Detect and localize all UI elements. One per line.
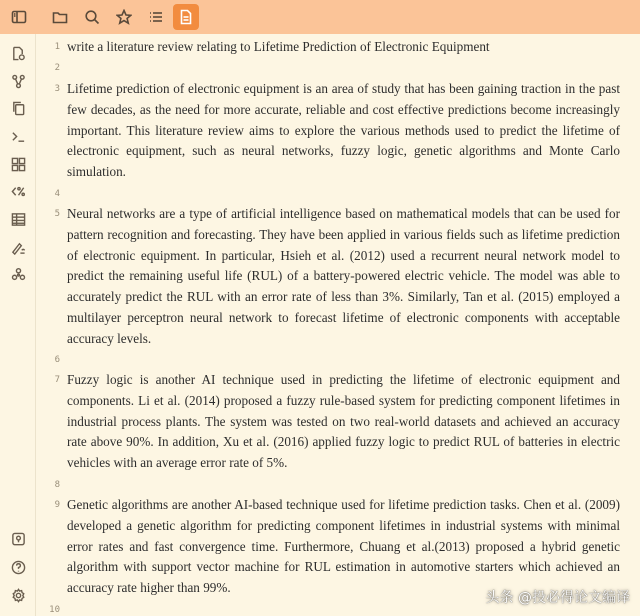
line-number: 1 [54, 42, 60, 52]
terminal-icon [11, 129, 26, 144]
top-toolbar [0, 0, 640, 34]
line-text: Genetic algorithms are another AI-based technique used for lifetime prediction tasks. Chen et al. (2009) developed a genetic algorithm for predicting component lifetimes in industrial systems with minimal error rates and fast convergence time. Furthermore, Chuang et al.(2013) proposed a hybrid genetic algorithm with support vector machine for RUL estimation in automotive starters which achieved an accuracy rate higher than 99%. [67, 497, 620, 596]
folder-icon [52, 9, 68, 25]
sidebar-toggle-icon [11, 9, 27, 25]
grid-icon [11, 157, 26, 172]
file-icon [178, 9, 194, 25]
canvas-button[interactable] [8, 154, 28, 174]
help-icon [11, 560, 26, 575]
templates-button[interactable] [8, 181, 28, 201]
settings-button[interactable] [8, 585, 28, 605]
graph-view-button[interactable] [8, 71, 28, 91]
left-ribbon [0, 34, 36, 616]
line-number: 5 [54, 209, 60, 219]
sync-button[interactable] [8, 43, 28, 63]
copy-button[interactable] [8, 98, 28, 118]
code-percent-icon [11, 184, 26, 199]
help-button[interactable] [8, 557, 28, 577]
sidebar-toggle-button[interactable] [6, 4, 32, 30]
line-number: 10 [49, 605, 60, 615]
file-sync-icon [11, 46, 26, 61]
handwriting-icon [11, 240, 26, 255]
star-icon [116, 9, 132, 25]
line-text: Fuzzy logic is another AI technique used in predicting the lifetime of electronic equipment and components. Li et al. (2014) proposed a fuzzy rule-based system for predicting component lifetimes in industrial process plants. The system was tested on two real-world datasets and achieved an accuracy rate above 90%. In addition, Xu et al. (2016) applied fuzzy logic to predict RUL of batteries in electric vehicles with an average error rate of 5%. [67, 372, 620, 471]
line-number: 8 [54, 480, 60, 490]
line-text: Lifetime prediction of electronic equipment is an area of study that has been gaining traction in the past few decades, as the need for more accurate, reliable and cost effective predictions become increasingly important. This literature review aims to explore the various methods used to predict the lifetime of electronic equipment, such as neural networks, fuzzy logic, genetic algorithms and Monte Carlo simulation. [67, 81, 620, 180]
nodes-icon [11, 267, 26, 282]
map-pin-icon [11, 532, 26, 547]
search-button[interactable] [79, 4, 105, 30]
graph-icon [11, 74, 26, 89]
line-number: 3 [54, 84, 60, 94]
plugins-button[interactable] [8, 264, 28, 284]
file-explorer-button[interactable] [47, 4, 73, 30]
settings-icon [11, 588, 26, 603]
location-button[interactable] [8, 529, 28, 549]
bookmarks-button[interactable] [111, 4, 137, 30]
line-text: Neural networks are a type of artificial intelligence based on mathematical models that can be used for pattern recognition and forecasting. They have been applied in various fields such as lifetime prediction of electronic equipment. In particular, Hsieh et al. (2012) used a recurrent neural network model to predict the remaining useful life (RUL) of a battery-powered electric vehicle. The model was able to accurately predict the RUL with an error rate of less than 3%. Similarly, Tan et al. (2015) employed a multilayer perceptron neural network to forecast lifetime of electronic components with acceptable accuracy levels. [67, 206, 620, 346]
file-view-button[interactable] [173, 4, 199, 30]
table-button[interactable] [8, 209, 28, 229]
watermark: 头条 @投必得论文编译 [485, 590, 630, 606]
line-number: 9 [54, 500, 60, 510]
command-palette-button[interactable] [8, 126, 28, 146]
outline-button[interactable] [143, 4, 169, 30]
line-number: 4 [54, 189, 60, 199]
copy-icon [11, 101, 26, 116]
line-number: 6 [54, 355, 60, 365]
line-text: write a literature review relating to Lifetime Prediction of Electronic Equipment [67, 39, 490, 54]
list-icon [148, 9, 164, 25]
line-number: 2 [54, 63, 60, 73]
drawing-button[interactable] [8, 237, 28, 257]
table-icon [11, 212, 26, 227]
line-number: 7 [54, 375, 60, 385]
editor-pane[interactable] [36, 34, 640, 616]
search-icon [84, 9, 100, 25]
